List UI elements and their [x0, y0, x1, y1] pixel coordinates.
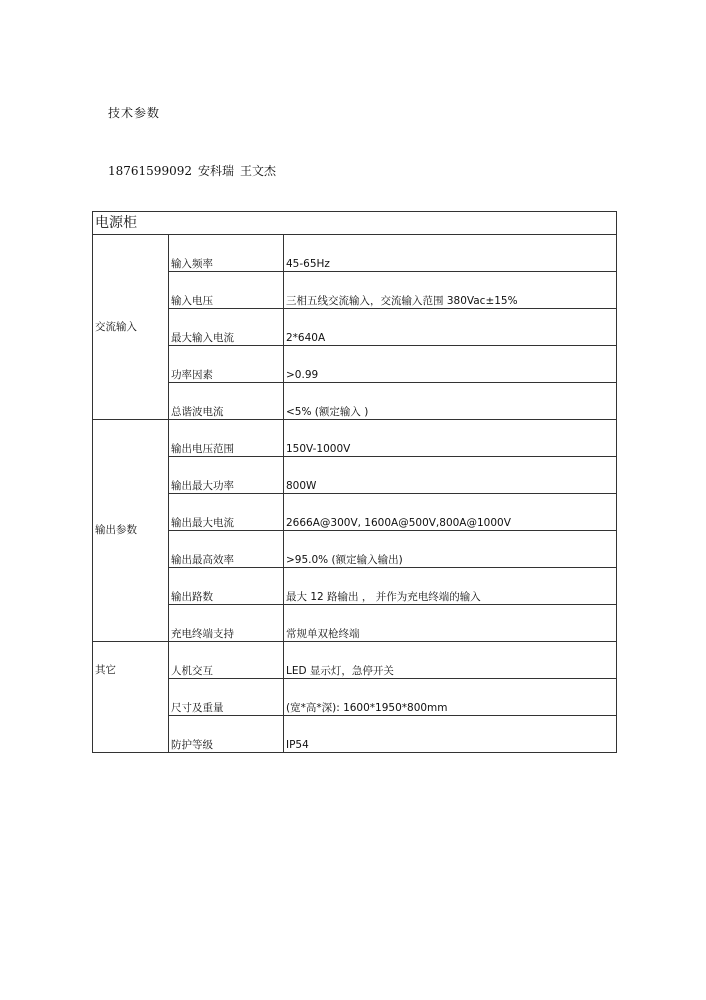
param-label: 输出路数 — [169, 568, 284, 605]
param-value: LED 显示灯，急停开关 — [284, 642, 617, 679]
table-row — [93, 346, 617, 383]
param-value: 800W — [284, 457, 617, 494]
table-row — [93, 494, 617, 531]
group-label-output: 输出参数 — [93, 420, 169, 642]
contact-company: 安科瑞 — [197, 164, 234, 178]
param-value: (宽*高*深): 1600*1950*800mm — [284, 679, 617, 716]
contact-phone: 18761599092 — [108, 164, 192, 178]
param-value: >0.99 — [284, 346, 617, 383]
param-value: >95.0% (额定输入输出) — [284, 531, 617, 568]
param-value: 150V-1000V — [284, 420, 617, 457]
param-label: 输入电压 — [169, 272, 284, 309]
param-label: 尺寸及重量 — [169, 679, 284, 716]
table-row — [93, 642, 617, 679]
document-heading: 技术参数 — [108, 106, 161, 120]
table-row — [93, 235, 617, 272]
table-row — [93, 272, 617, 309]
param-value: 45-65Hz — [284, 235, 617, 272]
param-label: 最大输入电流 — [169, 309, 284, 346]
param-label: 输出最高效率 — [169, 531, 284, 568]
param-value: IP54 — [284, 716, 617, 753]
param-label: 功率因素 — [169, 346, 284, 383]
table-title: 电源柜 — [93, 212, 617, 235]
param-label: 输入频率 — [169, 235, 284, 272]
param-value: <5% (额定输入 ) — [284, 383, 617, 420]
param-value: 常规单双枪终端 — [284, 605, 617, 642]
table-row — [93, 568, 617, 605]
param-label: 输出最大功率 — [169, 457, 284, 494]
contact-person: 王文杰 — [240, 164, 277, 178]
spec-table — [92, 211, 617, 753]
table-row — [93, 420, 617, 457]
param-value: 2*640A — [284, 309, 617, 346]
param-value: 最大 12 路输出 ， 并作为充电终端的输入 — [284, 568, 617, 605]
table-row — [93, 457, 617, 494]
param-value: 三相五线交流输入，交流输入范围 380Vac±15% — [284, 272, 617, 309]
contact-line — [108, 162, 282, 179]
param-label: 防护等级 — [169, 716, 284, 753]
param-label: 人机交互 — [169, 642, 284, 679]
param-label: 充电终端支持 — [169, 605, 284, 642]
table-title-row — [93, 212, 617, 235]
group-label-other: 其它 — [93, 642, 169, 753]
param-value: 2666A@300V, 1600A@500V,800A@1000V — [284, 494, 617, 531]
table-row — [93, 383, 617, 420]
param-label: 输出电压范围 — [169, 420, 284, 457]
table-row — [93, 531, 617, 568]
table-row — [93, 679, 617, 716]
table-row — [93, 309, 617, 346]
group-label-ac-input: 交流输入 — [93, 235, 169, 420]
param-label: 总谐波电流 — [169, 383, 284, 420]
table-row — [93, 716, 617, 753]
table-row — [93, 605, 617, 642]
param-label: 输出最大电流 — [169, 494, 284, 531]
